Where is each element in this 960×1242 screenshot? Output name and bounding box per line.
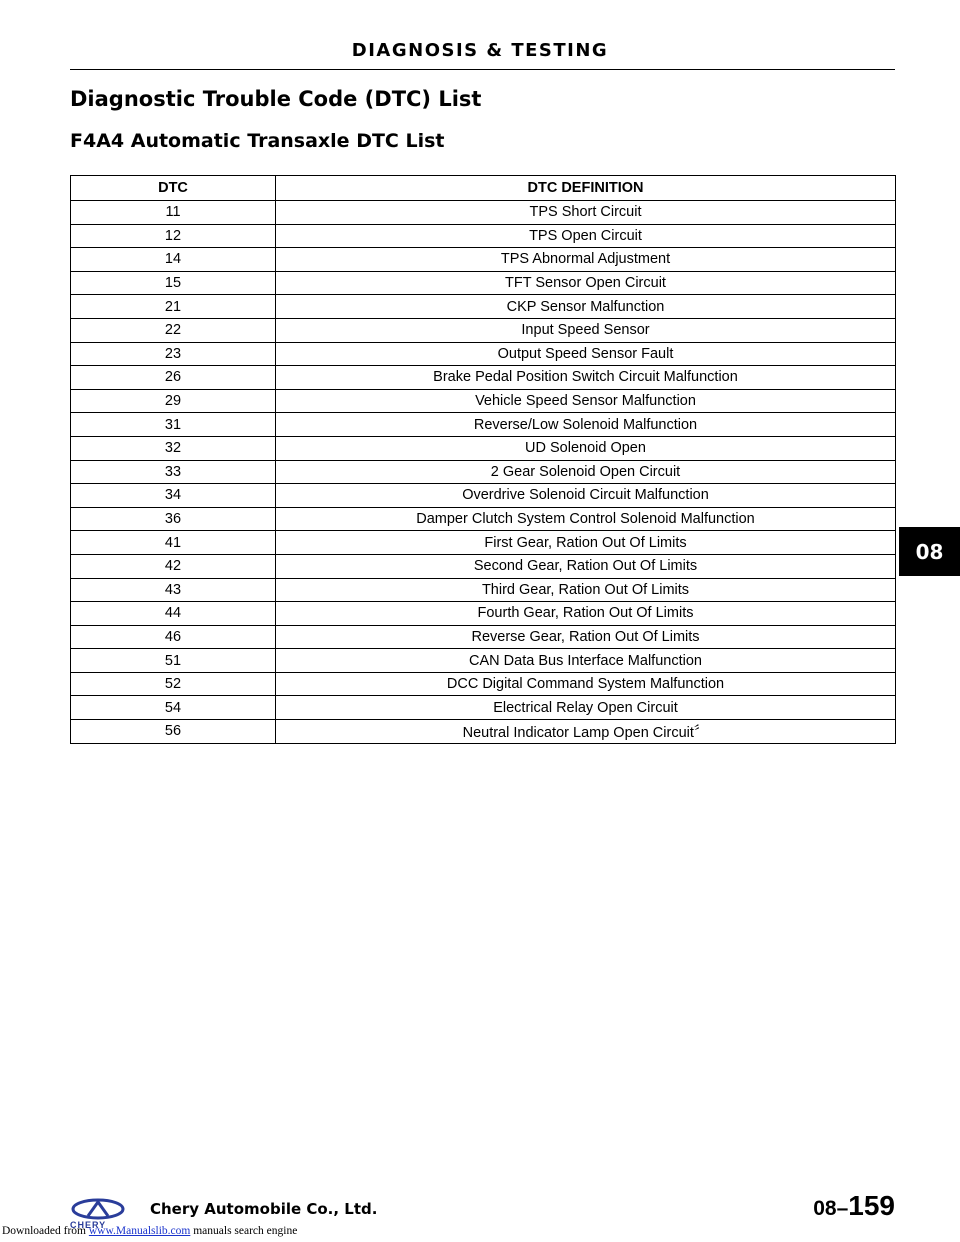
table-row	[71, 507, 896, 531]
table-row	[71, 201, 896, 225]
dtc-definition-cell: TFT Sensor Open Circuit	[276, 271, 896, 295]
dtc-definition-cell: Second Gear, Ration Out Of Limits	[276, 554, 896, 578]
header-dtc-definition: DTC DEFINITION	[276, 176, 896, 201]
dtc-code-cell: 34	[71, 484, 276, 508]
manualslib-link[interactable]: www.Manualslib.com	[88, 1225, 191, 1237]
dtc-definition-cell: First Gear, Ration Out Of Limits	[276, 531, 896, 555]
dtc-table-body	[71, 201, 896, 744]
dtc-code-cell: 12	[71, 224, 276, 248]
table-row	[71, 295, 896, 319]
dtc-code-cell: 14	[71, 248, 276, 272]
table-row	[71, 625, 896, 649]
table-row	[71, 413, 896, 437]
dtc-code-cell: 29	[71, 389, 276, 413]
dtc-code-cell: 21	[71, 295, 276, 319]
company-name: Chery Automobile Co., Ltd.	[150, 1200, 378, 1218]
dtc-code-cell: 44	[71, 602, 276, 626]
dtc-definition-cell: Output Speed Sensor Fault	[276, 342, 896, 366]
dtc-code-cell: 23	[71, 342, 276, 366]
page-number-value: 159	[848, 1190, 895, 1221]
dtc-definition-cell: Reverse Gear, Ration Out Of Limits	[276, 625, 896, 649]
dtc-definition-cell: Fourth Gear, Ration Out Of Limits	[276, 602, 896, 626]
table-row	[71, 484, 896, 508]
dtc-code-cell: 22	[71, 318, 276, 342]
dtc-code-cell: 52	[71, 672, 276, 696]
dtc-definition-cell: Input Speed Sensor	[276, 318, 896, 342]
dtc-code-cell: 26	[71, 366, 276, 390]
table-row	[71, 578, 896, 602]
brand-mark: CHERY	[70, 1220, 107, 1230]
table-row	[71, 554, 896, 578]
page-number-prefix: 08–	[813, 1197, 849, 1220]
dtc-code-cell: 15	[71, 271, 276, 295]
download-suffix: manuals search engine	[190, 1225, 298, 1237]
dtc-definition-cell: TPS Abnormal Adjustment	[276, 248, 896, 272]
dtc-code-cell: 42	[71, 554, 276, 578]
table-row	[71, 318, 896, 342]
dtc-definition-cell: DCC Digital Command System Malfunction	[276, 672, 896, 696]
dtc-code-cell: 51	[71, 649, 276, 673]
dtc-definition-cell: CAN Data Bus Interface Malfunction	[276, 649, 896, 673]
table-row	[71, 224, 896, 248]
table-row	[71, 602, 896, 626]
dtc-definition-cell: Vehicle Speed Sensor Malfunction	[276, 389, 896, 413]
table-row	[71, 366, 896, 390]
table-row	[71, 271, 896, 295]
dtc-table	[70, 175, 896, 744]
download-prefix: Downloaded from	[2, 1225, 89, 1237]
dtc-code-cell: 46	[71, 625, 276, 649]
dtc-definition-cell: Brake Pedal Position Switch Circuit Malfunction	[276, 366, 896, 390]
dtc-definition-cell: TPS Short Circuit	[276, 201, 896, 225]
dtc-definition-cell: Neutral Indicator Lamp Open Circuit〞	[276, 720, 896, 744]
dtc-definition-cell: 2 Gear Solenoid Open Circuit	[276, 460, 896, 484]
dtc-code-cell: 54	[71, 696, 276, 720]
table-row	[71, 672, 896, 696]
dtc-code-cell: 32	[71, 436, 276, 460]
table-row	[71, 342, 896, 366]
table-row	[71, 436, 896, 460]
dtc-code-cell: 31	[71, 413, 276, 437]
dtc-definition-cell: Third Gear, Ration Out Of Limits	[276, 578, 896, 602]
dtc-definition-cell: Reverse/Low Solenoid Malfunction	[276, 413, 896, 437]
dtc-code-cell: 56	[71, 720, 276, 744]
dtc-definition-cell: Electrical Relay Open Circuit	[276, 696, 896, 720]
dtc-code-cell: 11	[71, 201, 276, 225]
dtc-definition-cell: Damper Clutch System Control Solenoid Malfunction	[276, 507, 896, 531]
download-note	[2, 1225, 297, 1237]
header-rule	[70, 69, 895, 70]
table-row	[71, 649, 896, 673]
header-title: DIAGNOSIS & TESTING	[351, 40, 609, 61]
table-row	[71, 389, 896, 413]
dtc-definition-cell: TPS Open Circuit	[276, 224, 896, 248]
page-number	[813, 1190, 895, 1222]
table-header-row	[71, 176, 896, 201]
dtc-definition-cell: CKP Sensor Malfunction	[276, 295, 896, 319]
section-tab-08[interactable]: 08	[899, 527, 960, 576]
table-row	[71, 696, 896, 720]
dtc-definition-cell: Overdrive Solenoid Circuit Malfunction	[276, 484, 896, 508]
dtc-code-cell: 33	[71, 460, 276, 484]
dtc-definition-cell: UD Solenoid Open	[276, 436, 896, 460]
section-title: F4A4 Automatic Transaxle DTC List	[70, 130, 445, 152]
dtc-code-cell: 36	[71, 507, 276, 531]
table-row	[71, 531, 896, 555]
dtc-code-cell: 41	[71, 531, 276, 555]
table-row	[71, 460, 896, 484]
page-title: Diagnostic Trouble Code (DTC) List	[70, 87, 482, 111]
header-dtc: DTC	[71, 176, 276, 201]
table-row	[71, 720, 896, 744]
dtc-code-cell: 43	[71, 578, 276, 602]
table-row	[71, 248, 896, 272]
